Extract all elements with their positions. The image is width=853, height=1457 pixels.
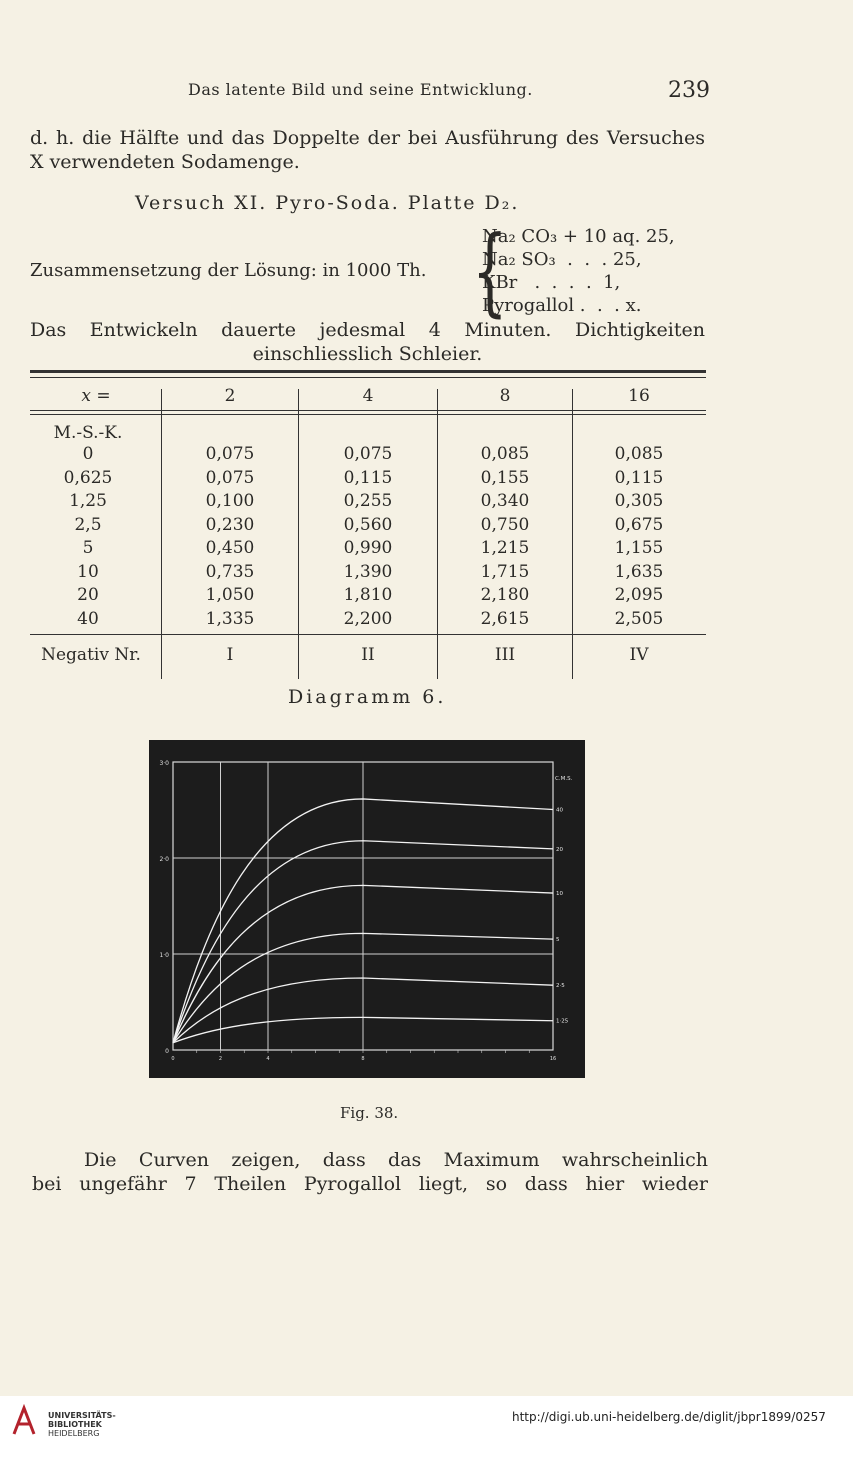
table-cell: 2,095 — [614, 585, 664, 605]
composition-line: Na₂ CO₃ + 10 aq. 25, — [482, 226, 675, 247]
table-cell: 1,635 — [614, 561, 664, 582]
table-cell: 1,715 — [480, 561, 530, 582]
table-header-cell: 4 — [362, 386, 374, 406]
table-header-cell: 8 — [499, 386, 511, 406]
x-tick-label: 2 — [218, 1056, 223, 1062]
table-row-header-label: M.-S.-K. — [53, 423, 123, 443]
x-tick-label: 16 — [549, 1056, 557, 1062]
table-cell: 0,450 — [205, 538, 255, 558]
table-negativ-cell: I — [226, 645, 234, 665]
table-row-label: 5 — [82, 538, 94, 558]
table-cell: 0,155 — [480, 467, 530, 488]
table-row-label: 40 — [77, 608, 99, 629]
table-column-line — [161, 389, 162, 679]
table-cell: 0,100 — [205, 491, 255, 511]
paragraph-3-line-1: Die Curven zeigen, dass das Maximum wahrscheinlich — [84, 1149, 708, 1171]
curve-unit-label: C.M.S. — [555, 776, 573, 782]
table-row-label: 10 — [77, 561, 99, 582]
curve-label: 20 — [556, 846, 563, 853]
x-tick-label: 4 — [266, 1056, 270, 1062]
table-negativ-cell: II — [361, 645, 375, 665]
curve-label: 2·5 — [556, 983, 565, 990]
table-column-line — [572, 389, 573, 679]
table-cell: 0,075 — [343, 444, 393, 464]
curve-label: 40 — [556, 807, 563, 814]
table-cell: 0,305 — [614, 491, 664, 511]
table-cell: 0,560 — [343, 514, 393, 535]
y-tick-label: 3·0 — [159, 760, 169, 767]
table-cell: 1,155 — [614, 538, 664, 558]
table-cell: 1,050 — [205, 585, 255, 605]
composition-line: Pyrogallol . . . x. — [482, 295, 642, 316]
paragraph-2-line-2: einschliesslich Schleier. — [252, 343, 483, 365]
table-cell: 0,075 — [205, 467, 255, 488]
table-cell: 1,390 — [343, 561, 393, 582]
table-row-label: 2,5 — [74, 514, 102, 535]
table-cell: 2,505 — [614, 608, 664, 629]
paragraph-2 — [30, 318, 705, 366]
logo-line: UNIVERSITÄTS- — [48, 1411, 116, 1420]
running-title: Das latente Bild und seine Entwicklung. — [188, 80, 533, 99]
curve-label: 5 — [556, 937, 560, 944]
page-number: 239 — [668, 78, 710, 103]
table-row-label: 0 — [82, 444, 94, 464]
y-tick-label: 0 — [165, 1048, 169, 1055]
table-row-label: 1,25 — [69, 491, 107, 511]
table-cell: 1,810 — [343, 585, 393, 605]
composition-line: Na₂ SO₃ . . . 25, — [482, 249, 642, 270]
table-cell: 0,255 — [343, 491, 393, 511]
figure-caption: Fig. 38. — [340, 1104, 399, 1122]
table-rule-top — [30, 370, 706, 373]
curve-label: 1·25 — [556, 1018, 569, 1025]
table-row-label: 20 — [77, 585, 99, 605]
table-cell: 0,115 — [343, 467, 393, 488]
table-cell: 0,675 — [614, 514, 664, 535]
footer-bar — [0, 1396, 853, 1457]
curve-label: 10 — [556, 891, 563, 898]
composition-line: KBr . . . . 1, — [482, 272, 621, 293]
paragraph-3-line-2: bei ungefähr 7 Theilen Pyrogallol liegt, so dass hier wieder — [32, 1173, 708, 1195]
paragraph-3 — [32, 1148, 708, 1196]
table-header-x: x = — [81, 386, 111, 406]
x-tick-label: 0 — [171, 1056, 175, 1062]
y-tick-label: 2·0 — [159, 856, 169, 863]
table-column-line — [298, 389, 299, 679]
table-row-label: 0,625 — [63, 467, 113, 488]
library-logo-text — [48, 1411, 116, 1438]
table-column-line — [437, 389, 438, 679]
table-header-cell: 2 — [224, 386, 236, 406]
table-cell: 2,180 — [480, 585, 530, 605]
x-tick-label: 8 — [361, 1056, 365, 1062]
library-logo-icon — [12, 1404, 36, 1438]
table-header-cell: 16 — [628, 386, 650, 406]
source-url[interactable]: http://digi.ub.uni-heidelberg.de/diglit/jbpr1899/0257 — [512, 1410, 826, 1424]
table-rule-top-thin — [30, 377, 706, 378]
composition-brace: { — [472, 217, 508, 328]
table-cell: 0,750 — [480, 514, 530, 535]
figure-plate — [149, 740, 585, 1078]
paragraph-1: d. h. die Hälfte und das Doppelte der bei Ausführung des Versuches X verwendeten Sodamenge. — [30, 127, 705, 173]
experiment-title: Versuch XI. Pyro-Soda. Platte D₂. — [135, 192, 520, 214]
logo-line: BIBLIOTHEK — [48, 1420, 102, 1429]
table-rule-header-2 — [30, 414, 706, 415]
table-cell: 0,075 — [205, 444, 255, 464]
density-curves-figure — [149, 740, 585, 1078]
table-rule-bottom — [30, 634, 706, 635]
table-cell: 1,215 — [480, 538, 530, 558]
composition-label: Zusammensetzung der Lösung: in 1000 Th. — [30, 260, 427, 281]
table-cell: 0,735 — [205, 561, 255, 582]
table-cell: 0,085 — [480, 444, 530, 464]
diagram-title: Diagramm 6. — [288, 686, 447, 708]
table-negativ-label: Negativ Nr. — [41, 645, 141, 665]
table-cell: 0,115 — [614, 467, 664, 488]
table-negativ-cell: III — [494, 645, 516, 665]
table-cell: 0,340 — [480, 491, 530, 511]
table-cell: 2,615 — [480, 608, 530, 629]
logo-line: HEIDELBERG — [48, 1429, 100, 1438]
table-negativ-cell: IV — [629, 645, 649, 665]
table-cell: 0,085 — [614, 444, 664, 464]
table-cell: 1,335 — [205, 608, 255, 629]
table-rule-header — [30, 410, 706, 411]
y-tick-label: 1·0 — [159, 952, 169, 959]
table-cell: 0,230 — [205, 514, 255, 535]
table-cell: 2,200 — [343, 608, 393, 629]
table-cell: 0,990 — [343, 538, 393, 558]
paragraph-2-line-1: Das Entwickeln dauerte jedesmal 4 Minuten. Dichtigkeiten — [30, 319, 705, 341]
